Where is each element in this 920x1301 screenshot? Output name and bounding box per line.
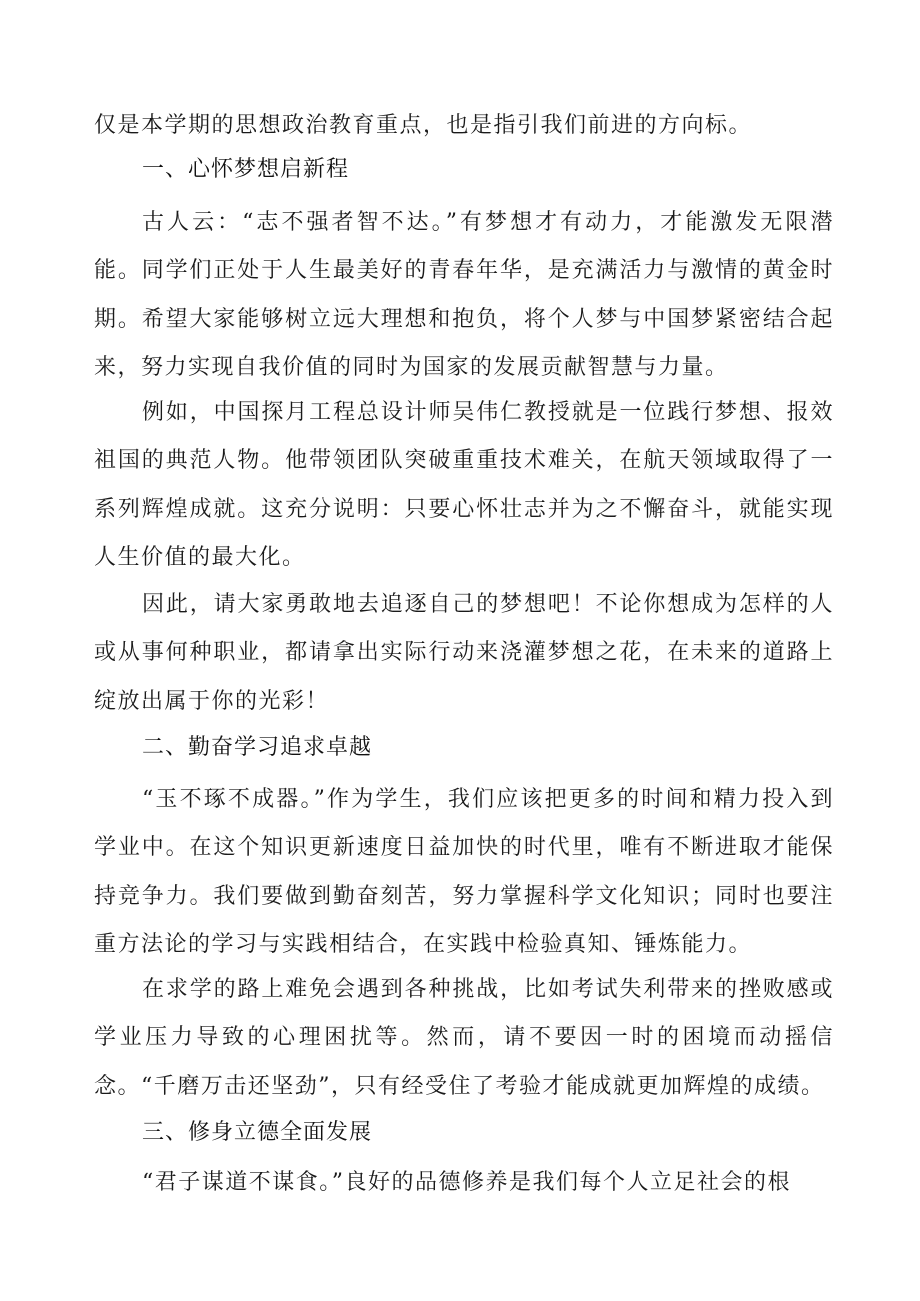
section-1-paragraph-2: 例如，中国探月工程总设计师吴伟仁教授就是一位践行梦想、报效祖国的典范人物。他带领团队突破重重技术难关，在航天领域取得了一系列辉煌成就。这充分说明：只要心怀壮志并为之不懈奋斗，就能实现人生价值的最大化。 <box>94 400 834 571</box>
section-3-heading: 三、修身立德全面发展 <box>142 1120 373 1145</box>
section-1-paragraph-1: 古人云：“志不强者智不达。”有梦想才有动力，才能激发无限潜能。同学们正处于人生最美好的青春年华，是充满活力与激情的黄金时期。希望大家能够树立远大理想和抱负，将个人梦与中国梦紧密结合起来，努力实现自我价值的同时为国家的发展贡献智慧与力量。 <box>94 210 834 381</box>
section-2-paragraph-1: “玉不琢不成器。”作为学生，我们应该把更多的时间和精力投入到学业中。在这个知识更新速度日益加快的时代里，唯有不断进取才能保持竞争力。我们要做到勤奋刻苦，努力掌握科学文化知识；同时也要注重方法论的学习与实践相结合，在实践中检验真知、锤炼能力。 <box>94 787 834 958</box>
intro-continuation: 仅是本学期的思想政治教育重点，也是指引我们前进的方向标。 <box>94 113 753 138</box>
section-1-heading: 一、心怀梦想启新程 <box>142 157 350 182</box>
section-2-heading: 二、勤奋学习追求卓越 <box>142 735 373 760</box>
section-2-paragraph-2: 在求学的路上难免会遇到各种挑战，比如考试失利带来的挫败感或学业压力导致的心理困扰等。然而，请不要因一时的困境而动摇信念。“千磨万击还坚劲”，只有经受住了考验才能成就更加辉煌的成绩。 <box>94 977 834 1099</box>
section-1-paragraph-3: 因此，请大家勇敢地去追逐自己的梦想吧！不论你想成为怎样的人或从事何种职业，都请拿出实际行动来浇灌梦想之花，在未来的道路上绽放出属于你的光彩！ <box>94 592 834 714</box>
section-3-paragraph-1: “君子谋道不谋食。”良好的品德修养是我们每个人立足社会的根 <box>142 1170 791 1195</box>
